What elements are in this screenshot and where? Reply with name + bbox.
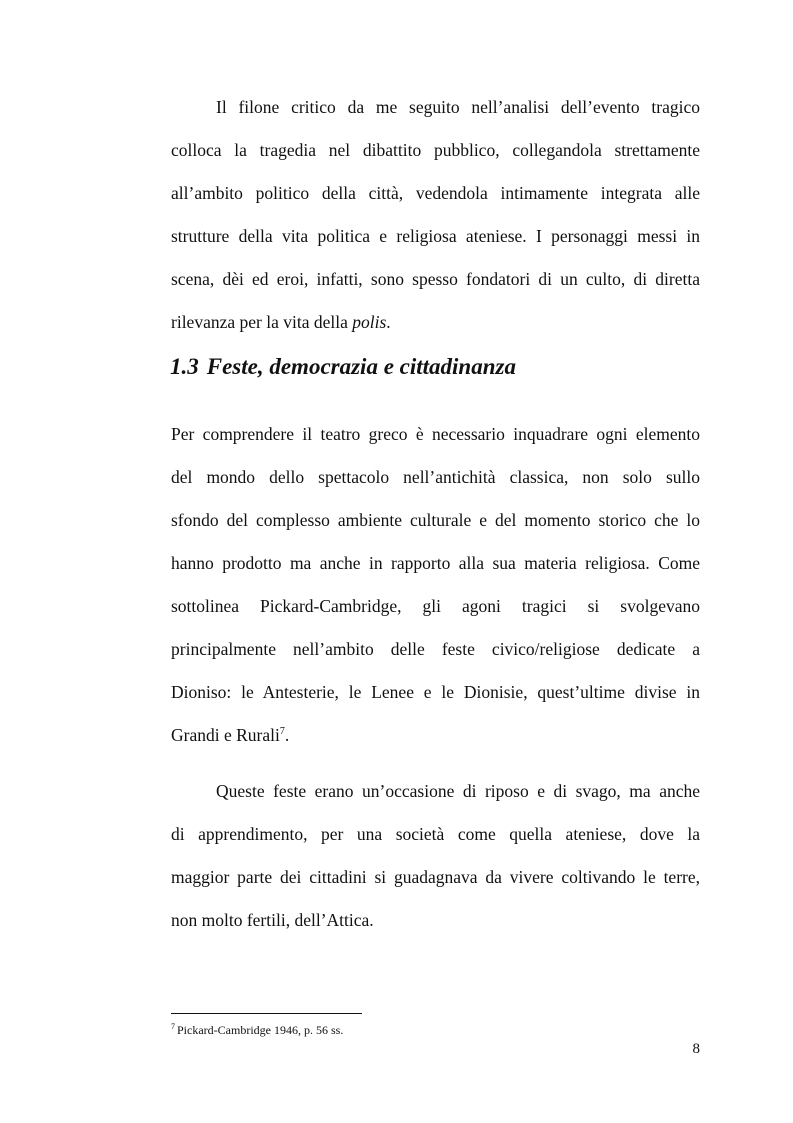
paragraph3-line-3: maggior parte dei cittadini si guadagnava da vivere coltivando le terre, bbox=[171, 867, 700, 887]
paragraph1-end-punct: . bbox=[386, 312, 391, 332]
paragraph1-line-2: colloca la tragedia nel dibattito pubblico, collegandola strettamente bbox=[171, 140, 700, 160]
section-heading bbox=[170, 353, 516, 381]
paragraph2-end-punct: . bbox=[284, 725, 290, 745]
paragraph3-line-4: non molto fertili, dell’Attica. bbox=[171, 910, 374, 930]
paragraph2-line-1: Per comprendere il teatro greco è necessario inquadrare ogni elemento bbox=[171, 424, 700, 444]
section-title: Feste, democrazia e cittadinanza bbox=[206, 354, 516, 379]
paragraph2-line-2: del mondo dello spettacolo nell’antichità classica, non solo sullo bbox=[171, 467, 700, 487]
paragraph1-italic-word: polis bbox=[352, 312, 387, 332]
paragraph2-line-7: Dioniso: le Antesterie, le Lenee e le Dionisie, quest’ultime divise in bbox=[171, 682, 700, 702]
paragraph1-line-6-text: rilevanza per la vita della bbox=[171, 312, 353, 332]
paragraph2-line-8 bbox=[171, 724, 700, 746]
paragraph2-line-6: principalmente nell’ambito delle feste civico/religiose dedicate a bbox=[171, 639, 700, 659]
footnote bbox=[171, 1023, 343, 1037]
paragraph3-line-1: Queste feste erano un’occasione di riposo e di svago, ma anche bbox=[216, 781, 700, 801]
paragraph2-line-8-text: Grandi e Rurali bbox=[171, 725, 280, 745]
paragraph1-line-3: all’ambito politico della città, vedendola intimamente integrata alle bbox=[171, 183, 700, 203]
footnote-separator bbox=[171, 1013, 362, 1014]
paragraph2-line-5: sottolinea Pickard-Cambridge, gli agoni tragici si svolgevano bbox=[171, 596, 700, 616]
footnote-reference[interactable]: 7 bbox=[279, 726, 285, 738]
footnote-text: Pickard-Cambridge 1946, p. 56 ss. bbox=[177, 1023, 344, 1037]
footnote-marker: 7 bbox=[171, 1022, 175, 1031]
paragraph1-line-1: Il filone critico da me seguito nell’analisi dell’evento tragico bbox=[216, 97, 700, 117]
paragraph1-line-4: strutture della vita politica e religiosa ateniese. I personaggi messi in bbox=[171, 226, 700, 246]
section-number: 1.3 bbox=[170, 354, 199, 379]
paragraph2-line-4: hanno prodotto ma anche in rapporto alla sua materia religiosa. Come bbox=[171, 553, 700, 573]
paragraph2-line-3: sfondo del complesso ambiente culturale e del momento storico che lo bbox=[171, 510, 700, 530]
page-number: 8 bbox=[692, 1041, 700, 1057]
paragraph3-line-2: di apprendimento, per una società come quella ateniese, dove la bbox=[171, 824, 700, 844]
paragraph1-line-6 bbox=[171, 311, 700, 333]
paragraph1-line-5: scena, dèi ed eroi, infatti, sono spesso fondatori di un culto, di diretta bbox=[171, 269, 700, 289]
